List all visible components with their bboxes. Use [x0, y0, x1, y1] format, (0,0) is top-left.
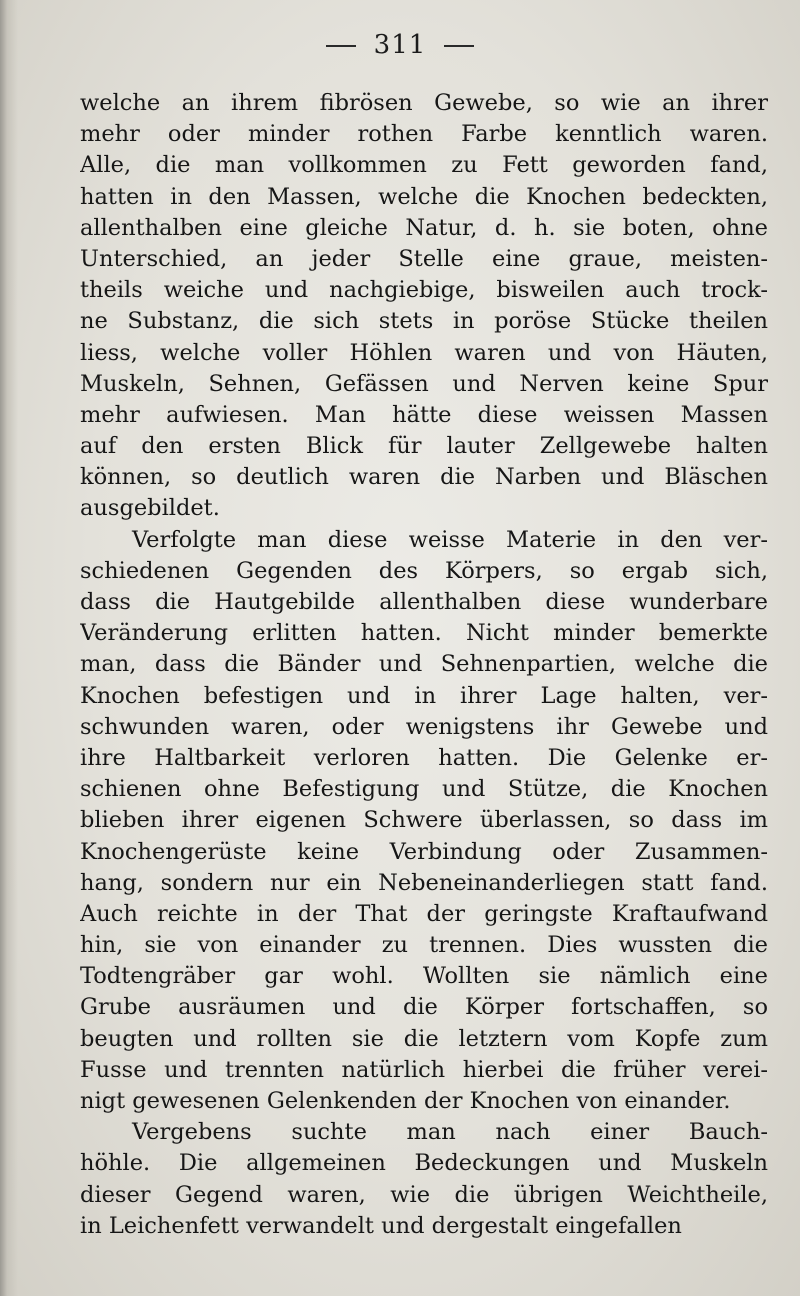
text-line: Vergebens suchte man nach einer Bauch-	[132, 1119, 768, 1146]
text-line: blieben ihrer eigenen Schwere überlassen, so dass im	[80, 807, 768, 834]
text-line: allenthalben eine gleiche Natur, d. h. sie boten, ohne	[80, 214, 768, 241]
text-line: Fusse und trennten natürlich hierbei die früher verei-	[80, 1056, 768, 1083]
text-line: ihre Haltbarkeit verloren hatten. Die Gelenke er-	[80, 744, 768, 771]
text-line: hin, sie von einander zu trennen. Dies wussten die	[80, 932, 768, 959]
text-line: Muskeln, Sehnen, Gefässen und Nerven keine Spur	[80, 370, 768, 397]
text-line: dass die Hautgebilde allenthalben diese wunderbare	[80, 589, 768, 615]
page-header	[0, 30, 800, 60]
text-line: Auch reichte in der That der geringste Kraftaufwand	[80, 900, 768, 927]
text-line: hang, sondern nur ein Nebeneinanderliegen statt fand.	[80, 869, 768, 896]
text-line: höhle. Die allgemeinen Bedeckungen und Muskeln	[80, 1150, 768, 1177]
text-line: mehr oder minder rothen Farbe kenntlich waren.	[80, 121, 768, 148]
text-line: Knochengerüste keine Verbindung oder Zusammen-	[80, 838, 768, 865]
text-line: Alle, die man vollkommen zu Fett geworden fand,	[80, 152, 768, 179]
text-line: nigt gewesenen Gelenkenden der Knochen von einander.	[80, 1088, 731, 1114]
header-dash-right	[444, 45, 474, 47]
page-binding-shadow	[0, 0, 18, 1296]
text-line: dieser Gegend waren, wie die übrigen Weichtheile,	[80, 1181, 768, 1208]
text-line: Knochen befestigen und in ihrer Lage halten, ver-	[80, 682, 768, 709]
body-text	[80, 88, 768, 1242]
text-line: Grube ausräumen und die Körper fortschaffen, so	[80, 994, 768, 1021]
text-line: ne Substanz, die sich stets in poröse Stücke theilen	[80, 308, 768, 335]
paragraph	[80, 1117, 768, 1242]
text-line: man, dass die Bänder und Sehnenpartien, welche die	[80, 651, 768, 678]
text-line: können, so deutlich waren die Narben und Bläschen	[80, 464, 768, 491]
text-line: liess, welche voller Höhlen waren und von Häuten,	[80, 339, 768, 366]
text-line: Verfolgte man diese weisse Materie in den ver-	[132, 526, 768, 553]
paragraph	[80, 88, 768, 525]
text-line: Unterschied, an jeder Stelle eine graue, meisten-	[80, 245, 768, 272]
text-line: Todtengräber gar wohl. Wollten sie nämlich eine	[80, 963, 768, 990]
text-line: ausgebildet.	[80, 495, 220, 522]
text-line: schienen ohne Befestigung und Stütze, die Knochen	[80, 776, 768, 803]
text-line: auf den ersten Blick für lauter Zellgewebe halten	[80, 433, 768, 460]
text-line: Veränderung erlitten hatten. Nicht minder bemerkte	[80, 620, 768, 647]
text-line: hatten in den Massen, welche die Knochen bedeckten,	[80, 183, 768, 210]
header-dash-left	[326, 45, 356, 47]
text-line: beugten und rollten sie die letztern vom Kopfe zum	[80, 1025, 768, 1052]
text-line: schiedenen Gegenden des Körpers, so ergab sich,	[80, 557, 768, 584]
text-line: in Leichenfett verwandelt und dergestalt eingefallen	[80, 1212, 682, 1239]
text-line: mehr aufwiesen. Man hätte diese weissen Massen	[80, 401, 768, 428]
text-line: welche an ihrem fibrösen Gewebe, so wie an ihrer	[80, 90, 768, 116]
paragraph	[80, 525, 768, 1118]
text-line: theils weiche und nachgiebige, bisweilen auch trock-	[80, 277, 768, 304]
page-number: 311	[373, 30, 427, 60]
text-line: schwunden waren, oder wenigstens ihr Gewebe und	[80, 713, 768, 740]
